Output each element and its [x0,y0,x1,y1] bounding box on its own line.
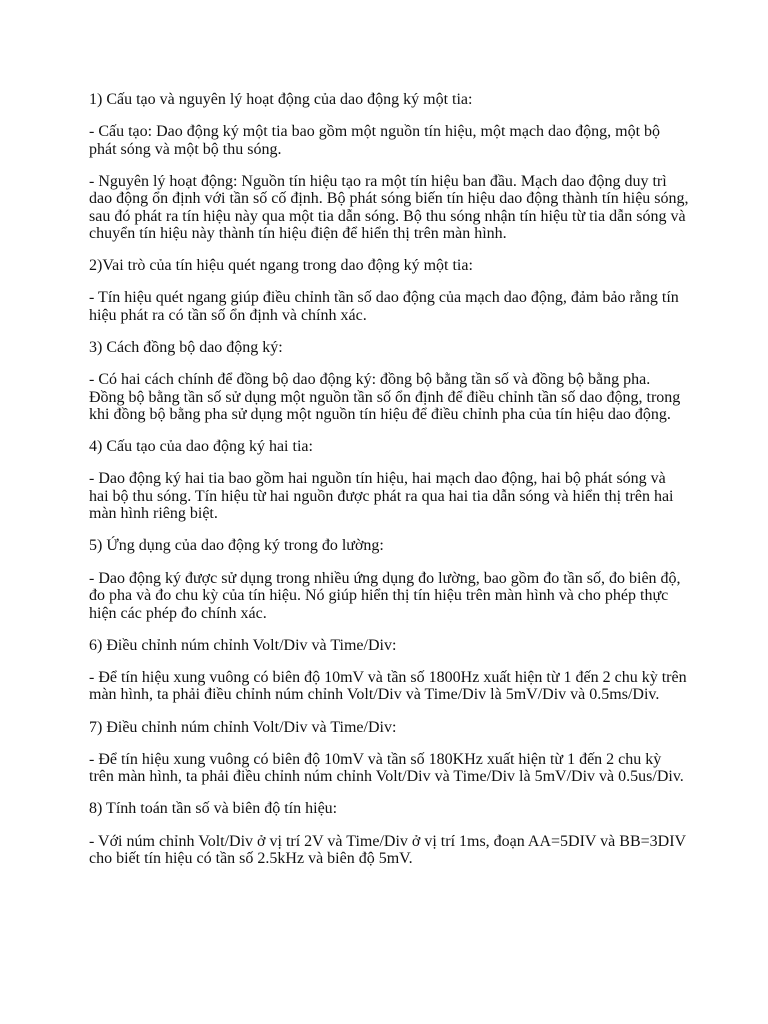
paragraph-adjust-knobs-1800hz: - Để tín hiệu xung vuông có biên độ 10mV và tần số 1800Hz xuất hiện từ 1 đến 2 chu kỳ trên màn hình, ta phải điều chỉnh núm chỉnh Volt/Div và Time/Div là 5mV/Div và 0.5ms/Div. [89,668,687,704]
heading-1-structure-principle: 1) Cấu tạo và nguyên lý hoạt động của dao động ký một tia: [89,91,473,108]
heading-8-calculation: 8) Tính toán tần số và biên độ tín hiệu: [89,800,338,818]
heading-3-synchronization: 3) Cách đồng bộ dao động ký: [89,339,283,357]
heading-6-adjust-knobs: 6) Điều chỉnh núm chỉnh Volt/Div và Time/Div: [89,636,397,654]
paragraph-dual-trace: - Dao động ký hai tia bao gồm hai nguồn tín hiệu, hai mạch dao động, hai bộ phát sóng và hai bộ thu sóng. Tín hiệu từ hai nguồn được phát ra qua hai tia dẫn sóng và hiển thị trên hai màn hình riêng biệt. [89,470,674,523]
heading-5-applications: 5) Ứng dụng của dao động ký trong đo lường: [89,537,384,555]
heading-4-dual-trace: 4) Cấu tạo của dao động ký hai tia: [89,438,313,456]
heading-7-adjust-knobs: 7) Điều chỉnh núm chỉnh Volt/Div và Time/Div: [89,718,397,736]
paragraph-operating-principle: - Nguyên lý hoạt động: Nguồn tín hiệu tạo ra một tín hiệu ban đầu. Mạch dao động duy trì dao động ổn định với tần số cố định. Bộ phát sóng biến tín hiệu dao động thành tín hiệu sóng, sau đó phát ra tín hiệu này qua một tia dẫn sóng. Bộ thu sóng nhận tín hiệu từ tia dẫn sóng và chuyển tín hiệu này thành tín hiệu điện để hiển thị trên màn hình. [89,172,689,243]
paragraph-horizontal-sweep: - Tín hiệu quét ngang giúp điều chỉnh tần số dao động của mạch dao động, đảm bảo rằng tín hiệu phát ra có tần số ổn định và chính xác. [89,289,679,324]
paragraph-calculation: - Với núm chỉnh Volt/Div ở vị trí 2V và Time/Div ở vị trí 1ms, đoạn AA=5DIV và BB=3DIV cho biết tín hiệu có tần số 2.5kHz và biên độ 5mV. [89,832,686,867]
paragraph-adjust-knobs-180khz: - Để tín hiệu xung vuông có biên độ 10mV và tần số 180KHz xuất hiện từ 1 đến 2 chu kỳ trên màn hình, ta phải điều chỉnh núm chỉnh Volt/Div và Time/Div là 5mV/Div và 0.5us/Div. [89,750,684,786]
paragraph-synchronization: - Có hai cách chính để đồng bộ dao động ký: đồng bộ bằng tần số và đồng bộ bằng pha. Đồng bộ bằng tần số sử dụng một nguồn tần số ổn định để điều chỉnh tần số dao động, trong khi đồng bộ bằng pha sử dụng một nguồn tín hiệu để điều chỉnh pha của tín hiệu dao động. [89,371,681,424]
paragraph-structure: - Cấu tạo: Dao động ký một tia bao gồm một nguồn tín hiệu, một mạch dao động, một bộ phát sóng và một bộ thu sóng. [89,123,661,158]
document-page [89,91,689,882]
paragraph-applications: - Dao động ký được sử dụng trong nhiều ứng dụng đo lường, bao gồm đo tần số, đo biên độ, đo pha và đo chu kỳ của tín hiệu. Nó giúp hiển thị tín hiệu trên màn hình và cho phép thực hiện các phép đo chính xác. [89,569,681,622]
heading-2-horizontal-sweep: 2)Vai trò của tín hiệu quét ngang trong dao động ký một tia: [89,257,473,275]
